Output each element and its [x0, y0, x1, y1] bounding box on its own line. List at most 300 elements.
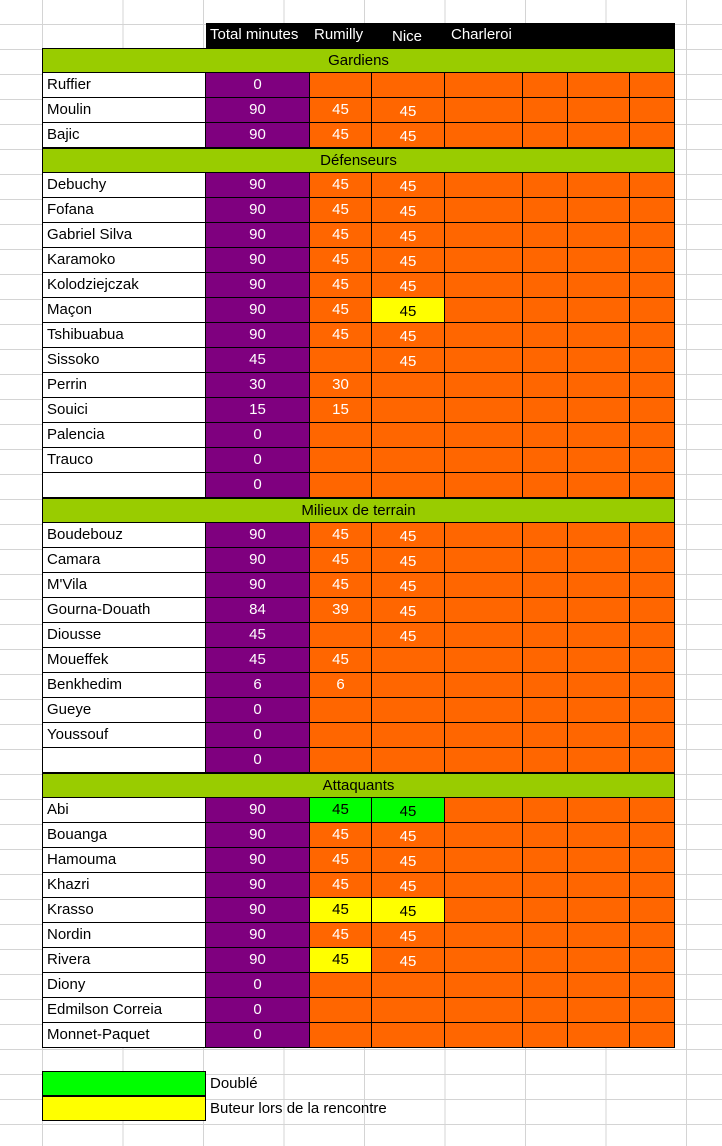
match-minutes-cell[interactable] — [568, 948, 630, 973]
match-minutes-cell[interactable] — [630, 723, 675, 748]
match-minutes-cell[interactable]: 45 — [310, 648, 372, 673]
total-minutes-cell[interactable]: 90 — [206, 898, 310, 923]
match-minutes-cell[interactable] — [445, 398, 523, 423]
total-minutes-cell[interactable]: 90 — [206, 298, 310, 323]
match-minutes-cell[interactable]: 45 — [372, 298, 445, 323]
match-minutes-cell[interactable] — [372, 373, 445, 398]
player-name-cell[interactable]: Khazri — [42, 873, 206, 898]
total-minutes-cell[interactable]: 0 — [206, 73, 310, 98]
match-minutes-cell[interactable] — [445, 623, 523, 648]
match-minutes-cell[interactable] — [568, 248, 630, 273]
match-minutes-cell[interactable]: 45 — [310, 223, 372, 248]
match-minutes-cell[interactable] — [630, 698, 675, 723]
match-minutes-cell[interactable] — [372, 673, 445, 698]
section-header[interactable]: Attaquants — [42, 773, 675, 798]
player-name-cell[interactable]: Abi — [42, 798, 206, 823]
match-minutes-cell[interactable] — [568, 898, 630, 923]
match-minutes-cell[interactable]: 45 — [372, 623, 445, 648]
match-minutes-cell[interactable] — [568, 573, 630, 598]
match-minutes-cell[interactable] — [568, 123, 630, 148]
total-minutes-cell[interactable]: 90 — [206, 173, 310, 198]
player-name-cell[interactable]: Diony — [42, 973, 206, 998]
match-minutes-cell[interactable] — [630, 373, 675, 398]
header-match-charleroi[interactable]: Charleroi — [445, 23, 523, 48]
match-minutes-cell[interactable] — [630, 973, 675, 998]
match-minutes-cell[interactable] — [630, 298, 675, 323]
header-match-rumilly[interactable]: Rumilly — [310, 23, 372, 48]
match-minutes-cell[interactable] — [568, 973, 630, 998]
player-name-cell[interactable]: Gueye — [42, 698, 206, 723]
match-minutes-cell[interactable] — [523, 448, 568, 473]
match-minutes-cell[interactable] — [523, 173, 568, 198]
match-minutes-cell[interactable] — [630, 73, 675, 98]
match-minutes-cell[interactable] — [445, 348, 523, 373]
match-minutes-cell[interactable]: 45 — [310, 198, 372, 223]
player-name-cell[interactable]: Palencia — [42, 423, 206, 448]
match-minutes-cell[interactable] — [310, 73, 372, 98]
player-name-cell[interactable]: Bajic — [42, 123, 206, 148]
total-minutes-cell[interactable]: 90 — [206, 573, 310, 598]
match-minutes-cell[interactable] — [568, 1023, 630, 1048]
total-minutes-cell[interactable]: 90 — [206, 823, 310, 848]
header-match-6[interactable] — [630, 23, 675, 48]
total-minutes-cell[interactable]: 45 — [206, 648, 310, 673]
match-minutes-cell[interactable] — [372, 448, 445, 473]
match-minutes-cell[interactable] — [630, 848, 675, 873]
match-minutes-cell[interactable] — [568, 373, 630, 398]
player-name-cell[interactable]: Gourna-Douath — [42, 598, 206, 623]
match-minutes-cell[interactable] — [568, 298, 630, 323]
match-minutes-cell[interactable] — [445, 273, 523, 298]
match-minutes-cell[interactable] — [568, 673, 630, 698]
match-minutes-cell[interactable] — [630, 473, 675, 498]
player-name-cell[interactable]: Monnet-Paquet — [42, 1023, 206, 1048]
match-minutes-cell[interactable] — [445, 98, 523, 123]
match-minutes-cell[interactable] — [568, 648, 630, 673]
match-minutes-cell[interactable]: 45 — [372, 223, 445, 248]
total-minutes-cell[interactable]: 0 — [206, 473, 310, 498]
match-minutes-cell[interactable] — [310, 723, 372, 748]
player-name-cell[interactable]: Moulin — [42, 98, 206, 123]
player-name-cell[interactable] — [42, 473, 206, 498]
player-name-cell[interactable]: Camara — [42, 548, 206, 573]
match-minutes-cell[interactable]: 45 — [372, 123, 445, 148]
match-minutes-cell[interactable] — [372, 648, 445, 673]
player-name-cell[interactable]: Kolodziejczak — [42, 273, 206, 298]
match-minutes-cell[interactable] — [630, 423, 675, 448]
match-minutes-cell[interactable] — [523, 948, 568, 973]
match-minutes-cell[interactable] — [630, 573, 675, 598]
match-minutes-cell[interactable] — [310, 998, 372, 1023]
player-name-cell[interactable]: Ruffier — [42, 73, 206, 98]
match-minutes-cell[interactable] — [445, 748, 523, 773]
header-match-4[interactable] — [523, 23, 568, 48]
total-minutes-cell[interactable]: 90 — [206, 223, 310, 248]
match-minutes-cell[interactable]: 45 — [310, 898, 372, 923]
total-minutes-cell[interactable]: 0 — [206, 448, 310, 473]
match-minutes-cell[interactable] — [372, 723, 445, 748]
match-minutes-cell[interactable] — [523, 223, 568, 248]
match-minutes-cell[interactable] — [523, 898, 568, 923]
header-match-5[interactable] — [568, 23, 630, 48]
match-minutes-cell[interactable] — [445, 848, 523, 873]
player-name-cell[interactable]: Gabriel Silva — [42, 223, 206, 248]
match-minutes-cell[interactable]: 45 — [310, 573, 372, 598]
match-minutes-cell[interactable] — [445, 573, 523, 598]
match-minutes-cell[interactable] — [523, 273, 568, 298]
match-minutes-cell[interactable] — [523, 123, 568, 148]
match-minutes-cell[interactable] — [372, 1023, 445, 1048]
match-minutes-cell[interactable]: 45 — [372, 248, 445, 273]
match-minutes-cell[interactable] — [445, 173, 523, 198]
match-minutes-cell[interactable]: 45 — [310, 848, 372, 873]
match-minutes-cell[interactable]: 45 — [372, 598, 445, 623]
total-minutes-cell[interactable]: 6 — [206, 673, 310, 698]
total-minutes-cell[interactable]: 90 — [206, 273, 310, 298]
match-minutes-cell[interactable] — [523, 523, 568, 548]
match-minutes-cell[interactable] — [523, 973, 568, 998]
match-minutes-cell[interactable] — [445, 948, 523, 973]
total-minutes-cell[interactable]: 30 — [206, 373, 310, 398]
match-minutes-cell[interactable] — [630, 923, 675, 948]
match-minutes-cell[interactable]: 45 — [372, 548, 445, 573]
match-minutes-cell[interactable]: 45 — [372, 273, 445, 298]
total-minutes-cell[interactable]: 90 — [206, 198, 310, 223]
match-minutes-cell[interactable]: 45 — [310, 248, 372, 273]
match-minutes-cell[interactable]: 45 — [372, 848, 445, 873]
legend-swatch-yellow[interactable] — [42, 1096, 206, 1121]
match-minutes-cell[interactable] — [310, 698, 372, 723]
match-minutes-cell[interactable]: 45 — [372, 523, 445, 548]
match-minutes-cell[interactable] — [630, 798, 675, 823]
match-minutes-cell[interactable]: 45 — [310, 273, 372, 298]
match-minutes-cell[interactable] — [445, 73, 523, 98]
player-name-cell[interactable]: Trauco — [42, 448, 206, 473]
match-minutes-cell[interactable]: 45 — [310, 323, 372, 348]
match-minutes-cell[interactable]: 45 — [310, 298, 372, 323]
match-minutes-cell[interactable] — [445, 548, 523, 573]
total-minutes-cell[interactable]: 90 — [206, 523, 310, 548]
match-minutes-cell[interactable]: 45 — [372, 873, 445, 898]
match-minutes-cell[interactable] — [310, 623, 372, 648]
match-minutes-cell[interactable] — [372, 698, 445, 723]
match-minutes-cell[interactable]: 30 — [310, 373, 372, 398]
match-minutes-cell[interactable]: 15 — [310, 398, 372, 423]
match-minutes-cell[interactable] — [568, 323, 630, 348]
player-name-cell[interactable]: Rivera — [42, 948, 206, 973]
match-minutes-cell[interactable] — [523, 823, 568, 848]
match-minutes-cell[interactable] — [372, 73, 445, 98]
match-minutes-cell[interactable] — [568, 223, 630, 248]
match-minutes-cell[interactable]: 45 — [372, 173, 445, 198]
match-minutes-cell[interactable] — [372, 398, 445, 423]
match-minutes-cell[interactable] — [630, 123, 675, 148]
match-minutes-cell[interactable] — [568, 698, 630, 723]
match-minutes-cell[interactable] — [568, 398, 630, 423]
total-minutes-cell[interactable]: 0 — [206, 748, 310, 773]
match-minutes-cell[interactable] — [310, 348, 372, 373]
match-minutes-cell[interactable] — [568, 423, 630, 448]
match-minutes-cell[interactable] — [445, 523, 523, 548]
match-minutes-cell[interactable] — [310, 1023, 372, 1048]
match-minutes-cell[interactable] — [523, 873, 568, 898]
match-minutes-cell[interactable]: 45 — [372, 798, 445, 823]
total-minutes-cell[interactable]: 0 — [206, 698, 310, 723]
match-minutes-cell[interactable] — [445, 198, 523, 223]
match-minutes-cell[interactable] — [372, 748, 445, 773]
total-minutes-cell[interactable]: 90 — [206, 323, 310, 348]
player-name-cell[interactable]: Krasso — [42, 898, 206, 923]
player-name-cell[interactable]: Debuchy — [42, 173, 206, 198]
match-minutes-cell[interactable] — [568, 73, 630, 98]
match-minutes-cell[interactable] — [523, 73, 568, 98]
match-minutes-cell[interactable] — [445, 648, 523, 673]
match-minutes-cell[interactable] — [523, 923, 568, 948]
match-minutes-cell[interactable] — [445, 473, 523, 498]
match-minutes-cell[interactable] — [568, 623, 630, 648]
match-minutes-cell[interactable] — [445, 823, 523, 848]
player-name-cell[interactable]: Fofana — [42, 198, 206, 223]
match-minutes-cell[interactable] — [445, 998, 523, 1023]
match-minutes-cell[interactable] — [568, 923, 630, 948]
match-minutes-cell[interactable] — [630, 673, 675, 698]
match-minutes-cell[interactable] — [445, 123, 523, 148]
match-minutes-cell[interactable]: 45 — [310, 173, 372, 198]
match-minutes-cell[interactable]: 45 — [310, 523, 372, 548]
match-minutes-cell[interactable] — [630, 248, 675, 273]
total-minutes-cell[interactable]: 0 — [206, 423, 310, 448]
match-minutes-cell[interactable] — [630, 823, 675, 848]
match-minutes-cell[interactable] — [568, 523, 630, 548]
match-minutes-cell[interactable]: 45 — [372, 823, 445, 848]
match-minutes-cell[interactable] — [630, 948, 675, 973]
match-minutes-cell[interactable] — [310, 748, 372, 773]
match-minutes-cell[interactable] — [445, 248, 523, 273]
match-minutes-cell[interactable] — [445, 698, 523, 723]
total-minutes-cell[interactable]: 0 — [206, 723, 310, 748]
match-minutes-cell[interactable] — [568, 98, 630, 123]
section-header[interactable]: Défenseurs — [42, 148, 675, 173]
section-header[interactable]: Gardiens — [42, 48, 675, 73]
match-minutes-cell[interactable] — [630, 623, 675, 648]
match-minutes-cell[interactable] — [445, 223, 523, 248]
match-minutes-cell[interactable] — [445, 373, 523, 398]
match-minutes-cell[interactable] — [568, 598, 630, 623]
total-minutes-cell[interactable]: 45 — [206, 348, 310, 373]
match-minutes-cell[interactable] — [372, 473, 445, 498]
match-minutes-cell[interactable] — [630, 198, 675, 223]
total-minutes-cell[interactable]: 90 — [206, 98, 310, 123]
match-minutes-cell[interactable] — [630, 348, 675, 373]
match-minutes-cell[interactable] — [630, 523, 675, 548]
player-name-cell[interactable]: Bouanga — [42, 823, 206, 848]
match-minutes-cell[interactable] — [523, 573, 568, 598]
match-minutes-cell[interactable] — [523, 673, 568, 698]
match-minutes-cell[interactable] — [445, 798, 523, 823]
match-minutes-cell[interactable] — [630, 323, 675, 348]
player-name-cell[interactable]: Edmilson Correia — [42, 998, 206, 1023]
match-minutes-cell[interactable]: 39 — [310, 598, 372, 623]
match-minutes-cell[interactable] — [523, 698, 568, 723]
match-minutes-cell[interactable] — [310, 448, 372, 473]
total-minutes-cell[interactable]: 0 — [206, 1023, 310, 1048]
match-minutes-cell[interactable] — [310, 973, 372, 998]
match-minutes-cell[interactable] — [445, 423, 523, 448]
player-name-cell[interactable]: Youssouf — [42, 723, 206, 748]
match-minutes-cell[interactable] — [523, 248, 568, 273]
match-minutes-cell[interactable] — [630, 648, 675, 673]
total-minutes-cell[interactable]: 15 — [206, 398, 310, 423]
match-minutes-cell[interactable] — [523, 423, 568, 448]
match-minutes-cell[interactable] — [568, 798, 630, 823]
player-name-cell[interactable]: Perrin — [42, 373, 206, 398]
total-minutes-cell[interactable]: 90 — [206, 248, 310, 273]
match-minutes-cell[interactable] — [568, 748, 630, 773]
player-name-cell[interactable]: M'Vila — [42, 573, 206, 598]
match-minutes-cell[interactable] — [630, 223, 675, 248]
total-minutes-cell[interactable]: 84 — [206, 598, 310, 623]
total-minutes-cell[interactable]: 45 — [206, 623, 310, 648]
match-minutes-cell[interactable]: 45 — [310, 823, 372, 848]
match-minutes-cell[interactable] — [445, 923, 523, 948]
match-minutes-cell[interactable] — [568, 273, 630, 298]
match-minutes-cell[interactable] — [630, 1023, 675, 1048]
match-minutes-cell[interactable] — [630, 273, 675, 298]
section-header[interactable]: Milieux de terrain — [42, 498, 675, 523]
match-minutes-cell[interactable] — [445, 673, 523, 698]
match-minutes-cell[interactable]: 45 — [372, 323, 445, 348]
match-minutes-cell[interactable] — [568, 548, 630, 573]
match-minutes-cell[interactable] — [445, 448, 523, 473]
match-minutes-cell[interactable]: 45 — [310, 923, 372, 948]
match-minutes-cell[interactable] — [630, 398, 675, 423]
match-minutes-cell[interactable] — [568, 173, 630, 198]
match-minutes-cell[interactable] — [523, 848, 568, 873]
match-minutes-cell[interactable] — [523, 748, 568, 773]
match-minutes-cell[interactable]: 45 — [310, 98, 372, 123]
match-minutes-cell[interactable] — [630, 998, 675, 1023]
total-minutes-cell[interactable]: 90 — [206, 923, 310, 948]
match-minutes-cell[interactable] — [445, 723, 523, 748]
match-minutes-cell[interactable] — [445, 973, 523, 998]
match-minutes-cell[interactable]: 45 — [372, 923, 445, 948]
total-minutes-cell[interactable]: 90 — [206, 948, 310, 973]
match-minutes-cell[interactable] — [445, 598, 523, 623]
match-minutes-cell[interactable] — [630, 448, 675, 473]
player-name-cell[interactable]: Maçon — [42, 298, 206, 323]
header-total-minutes[interactable]: Total minutes — [206, 23, 310, 48]
match-minutes-cell[interactable] — [523, 398, 568, 423]
match-minutes-cell[interactable] — [568, 873, 630, 898]
total-minutes-cell[interactable]: 90 — [206, 873, 310, 898]
match-minutes-cell[interactable] — [523, 798, 568, 823]
match-minutes-cell[interactable] — [523, 623, 568, 648]
match-minutes-cell[interactable] — [372, 423, 445, 448]
match-minutes-cell[interactable]: 45 — [372, 573, 445, 598]
match-minutes-cell[interactable] — [568, 998, 630, 1023]
match-minutes-cell[interactable] — [630, 173, 675, 198]
match-minutes-cell[interactable] — [372, 973, 445, 998]
match-minutes-cell[interactable]: 45 — [310, 798, 372, 823]
match-minutes-cell[interactable] — [630, 873, 675, 898]
player-name-cell[interactable]: Sissoko — [42, 348, 206, 373]
player-name-cell[interactable]: Souici — [42, 398, 206, 423]
match-minutes-cell[interactable] — [568, 348, 630, 373]
match-minutes-cell[interactable] — [445, 1023, 523, 1048]
match-minutes-cell[interactable] — [568, 473, 630, 498]
match-minutes-cell[interactable] — [568, 823, 630, 848]
header-match-nice[interactable]: Nice — [372, 23, 445, 48]
match-minutes-cell[interactable]: 45 — [372, 898, 445, 923]
match-minutes-cell[interactable] — [523, 548, 568, 573]
match-minutes-cell[interactable]: 45 — [310, 548, 372, 573]
player-name-cell[interactable]: Karamoko — [42, 248, 206, 273]
match-minutes-cell[interactable] — [523, 473, 568, 498]
match-minutes-cell[interactable] — [310, 473, 372, 498]
total-minutes-cell[interactable]: 0 — [206, 973, 310, 998]
match-minutes-cell[interactable] — [630, 548, 675, 573]
match-minutes-cell[interactable] — [445, 873, 523, 898]
player-name-cell[interactable]: Boudebouz — [42, 523, 206, 548]
match-minutes-cell[interactable] — [523, 198, 568, 223]
match-minutes-cell[interactable]: 6 — [310, 673, 372, 698]
match-minutes-cell[interactable] — [372, 998, 445, 1023]
player-name-cell[interactable]: Nordin — [42, 923, 206, 948]
total-minutes-cell[interactable]: 90 — [206, 848, 310, 873]
match-minutes-cell[interactable] — [523, 348, 568, 373]
legend-swatch-green[interactable] — [42, 1071, 206, 1096]
match-minutes-cell[interactable] — [523, 1023, 568, 1048]
total-minutes-cell[interactable]: 90 — [206, 123, 310, 148]
match-minutes-cell[interactable] — [630, 98, 675, 123]
match-minutes-cell[interactable] — [310, 423, 372, 448]
match-minutes-cell[interactable] — [523, 723, 568, 748]
match-minutes-cell[interactable]: 45 — [310, 123, 372, 148]
match-minutes-cell[interactable] — [523, 648, 568, 673]
player-name-cell[interactable]: Diousse — [42, 623, 206, 648]
match-minutes-cell[interactable] — [568, 448, 630, 473]
match-minutes-cell[interactable] — [523, 373, 568, 398]
match-minutes-cell[interactable] — [568, 198, 630, 223]
match-minutes-cell[interactable]: 45 — [372, 348, 445, 373]
match-minutes-cell[interactable] — [445, 323, 523, 348]
match-minutes-cell[interactable]: 45 — [372, 98, 445, 123]
total-minutes-cell[interactable]: 90 — [206, 798, 310, 823]
match-minutes-cell[interactable] — [445, 298, 523, 323]
total-minutes-cell[interactable]: 0 — [206, 998, 310, 1023]
match-minutes-cell[interactable]: 45 — [310, 948, 372, 973]
match-minutes-cell[interactable] — [568, 723, 630, 748]
match-minutes-cell[interactable] — [523, 998, 568, 1023]
player-name-cell[interactable]: Benkhedim — [42, 673, 206, 698]
match-minutes-cell[interactable] — [523, 98, 568, 123]
header-name-cell[interactable] — [42, 23, 206, 48]
match-minutes-cell[interactable] — [445, 898, 523, 923]
player-name-cell[interactable]: Tshibuabua — [42, 323, 206, 348]
match-minutes-cell[interactable] — [523, 598, 568, 623]
match-minutes-cell[interactable] — [568, 848, 630, 873]
player-name-cell[interactable]: Moueffek — [42, 648, 206, 673]
match-minutes-cell[interactable]: 45 — [310, 873, 372, 898]
match-minutes-cell[interactable] — [630, 898, 675, 923]
total-minutes-cell[interactable]: 90 — [206, 548, 310, 573]
match-minutes-cell[interactable]: 45 — [372, 198, 445, 223]
player-name-cell[interactable] — [42, 748, 206, 773]
match-minutes-cell[interactable]: 45 — [372, 948, 445, 973]
match-minutes-cell[interactable] — [523, 298, 568, 323]
match-minutes-cell[interactable] — [630, 748, 675, 773]
player-name-cell[interactable]: Hamouma — [42, 848, 206, 873]
